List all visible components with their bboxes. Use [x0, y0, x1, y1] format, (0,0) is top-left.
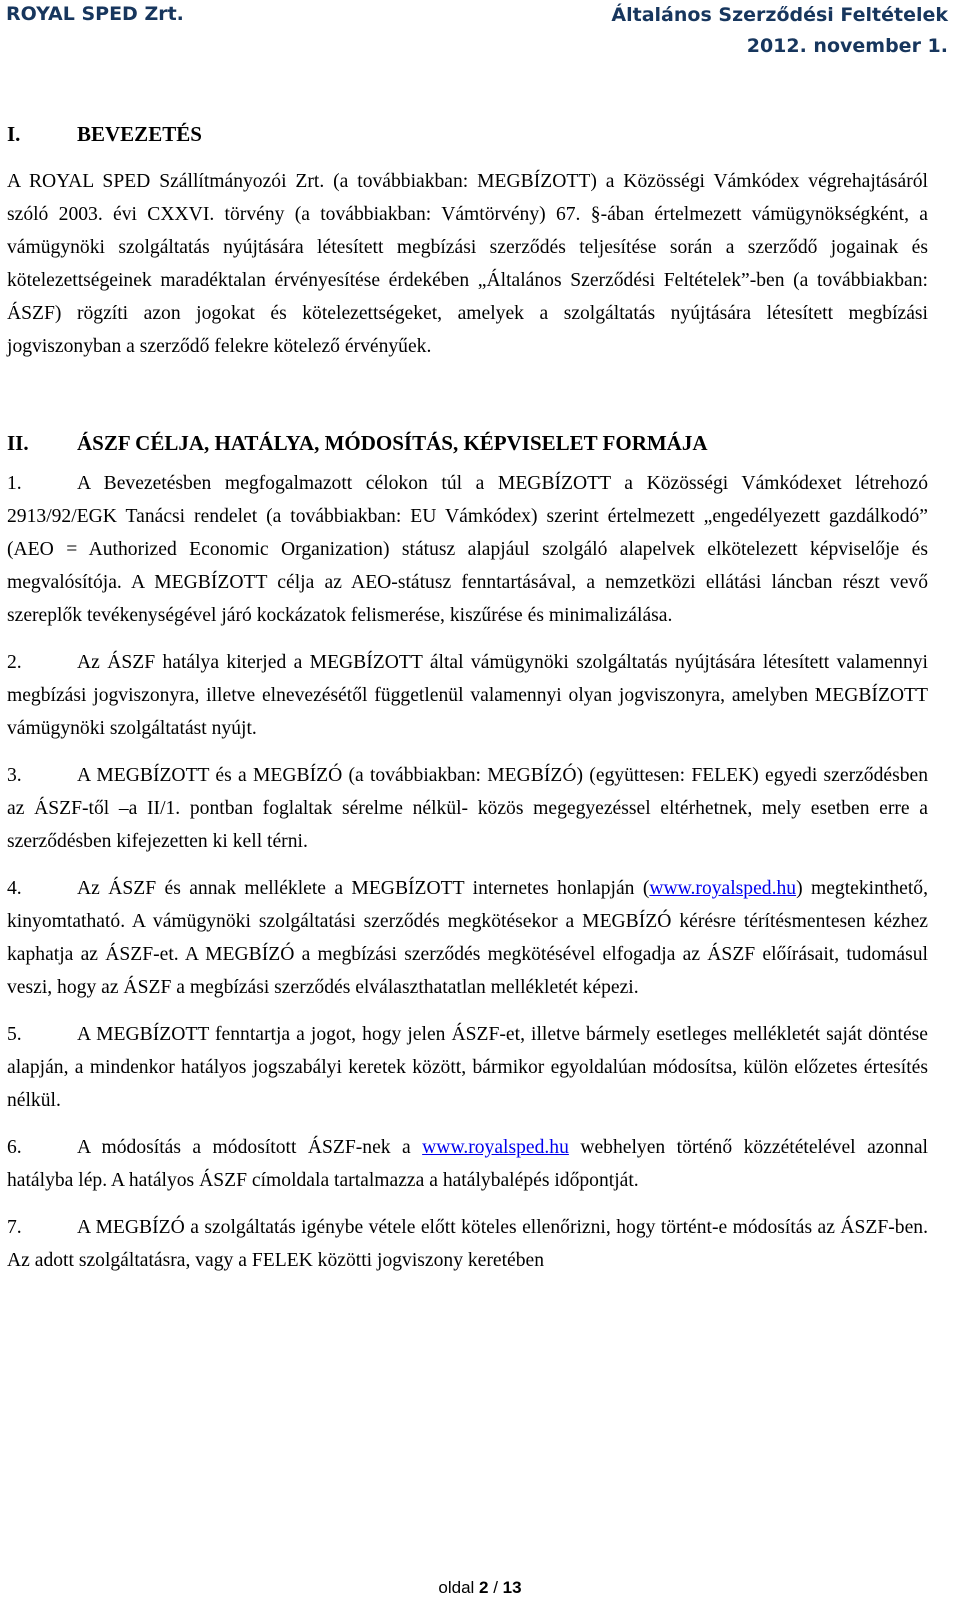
paragraph-number: 3. [7, 765, 22, 786]
paragraph-1 [7, 467, 928, 632]
section-heading-2 [7, 427, 928, 460]
paragraph-2 [7, 646, 928, 745]
paragraph-text: A MEGBÍZOTT és a MEGBÍZÓ (a továbbiakban: MEGBÍZÓ) (együttesen: FELEK) egyedi szerződésben az ÁSZF-től –a II/1. pontban foglaltak sérelme nélkül- közös megegyezéssel eltérhetnek, mely esetben erre a szerződésben kifejezetten ki kell térni. [7, 765, 928, 852]
footer-separator: / [488, 1578, 503, 1597]
document-body [7, 118, 928, 1277]
section-number: II. [7, 431, 29, 455]
header-right [611, 0, 948, 62]
paragraph-text: ) megtekinthető, kinyomtatható. A vámügynöki szolgáltatási szerződés megkötésekor a MEGBÍZÓ kérésre térítésmentesen kézhez kaphatja az ÁSZF-et. A MEGBÍZÓ a megbízási szerződés megkötésével elfogadja az ÁSZF előírásait, tudomásul veszi, hogy az ÁSZF a megbízási szerződés elválaszthatatlan mellékletét képezi. [7, 878, 928, 998]
paragraph-text: A Bevezetésben megfogalmazott célokon túl a MEGBÍZOTT a Közösségi Vámkódexet létrehozó 2913/92/EGK Tanácsi rendelet (a továbbiakban: EU Vámkódex) szerint értelmezett „engedélyezett gazdálkodó” (AEO = Authorized Economic Organization) státusz alapjául szolgáló alapelvek elkötelezett képviselője és megvalósítója. A MEGBÍZOTT célja az AEO-státusz fenntartásával, a nemzetközi ellátási láncban részt vevő szereplők tevékenységével járó kockázatok felismerése, kiszűrése és minimalizálása. [7, 473, 928, 626]
section-title: BEVEZETÉS [77, 122, 202, 146]
paragraph-text: A MEGBÍZOTT fenntartja a jogot, hogy jelen ÁSZF-et, illetve bármely esetleges mellékletét saját döntése alapján, a mindenkor hatályos jogszabályi keretek között, bármikor egyoldalúan módosítsa, külön előzetes értesítés nélkül. [7, 1024, 928, 1111]
section-heading-1 [7, 118, 928, 151]
paragraph-text: A módosítás a módosított ÁSZF-nek a [77, 1137, 423, 1158]
paragraph-3 [7, 759, 928, 858]
paragraph-text: Az ÁSZF hatálya kiterjed a MEGBÍZOTT által vámügynöki szolgáltatás nyújtására létesített valamennyi megbízási jogviszonyra, illetve elnevezésétől függetlenül valamennyi olyan jogviszonyra, amelyben MEGBÍZOTT vámügynöki szolgáltatást nyújt. [7, 652, 928, 739]
paragraph-5 [7, 1018, 928, 1117]
paragraph-text: Az ÁSZF és annak melléklete a MEGBÍZOTT internetes honlapján ( [77, 878, 650, 899]
header-doc-title: Általános Szerződési Feltételek [611, 4, 948, 26]
paragraph-number: 1. [7, 473, 22, 494]
paragraph-4 [7, 872, 928, 1004]
paragraph-number: 4. [7, 878, 22, 899]
footer-prefix: oldal [438, 1578, 480, 1597]
intro-paragraph: A ROYAL SPED Szállítmányozói Zrt. (a továbbiakban: MEGBÍZOTT) a Közösségi Vámkódex végrehajtásáról szóló 2003. évi CXXVI. törvény (a továbbiakban: Vámtörvény) 67. §-ában értelmezett vámügynökségként, a vámügynöki szolgáltatás nyújtására létesített megbízási szerződés teljesítése során a szerződő jogainak és kötelezettségeinek maradéktalan érvényesítése érdekében „Általános Szerződési Feltételek”-ben (a továbbiakban: ÁSZF) rögzíti azon jogokat és kötelezettségeket, amelyek a szolgáltatás nyújtására létesített megbízási jogviszonyban a szerződő felekre kötelező érvényűek. [7, 171, 928, 357]
paragraph-text: webhelyen történő közzétételével azonnal hatályba lép. A hatályos ÁSZF címoldala tartalmazza a hatálybalépés időpontját. [7, 1137, 928, 1191]
section-title: ÁSZF CÉLJA, HATÁLYA, MÓDOSÍTÁS, KÉPVISELET FORMÁJA [77, 431, 708, 455]
paragraph-6 [7, 1131, 928, 1197]
section-number: I. [7, 122, 21, 146]
paragraph-number: 6. [7, 1137, 22, 1158]
website-link[interactable]: www.royalsped.hu [422, 1137, 569, 1158]
paragraph-number: 7. [7, 1217, 22, 1238]
footer-page-number: 2 [479, 1578, 489, 1597]
website-link[interactable]: www.royalsped.hu [649, 878, 797, 899]
paragraph-number: 2. [7, 652, 22, 673]
header-company: ROYAL SPED Zrt. [6, 3, 184, 25]
paragraph-7 [7, 1211, 928, 1277]
footer-total-pages: 13 [502, 1578, 522, 1597]
page-footer [0, 1578, 960, 1598]
paragraph-number: 5. [7, 1024, 22, 1045]
paragraph-text: A MEGBÍZÓ a szolgáltatás igénybe vétele előtt köteles ellenőrizni, hogy történt-e módosítás az ÁSZF-ben. Az adott szolgáltatásra, vagy a FELEK közötti jogviszony keretében [7, 1217, 928, 1271]
header-date: 2012. november 1. [746, 35, 948, 57]
